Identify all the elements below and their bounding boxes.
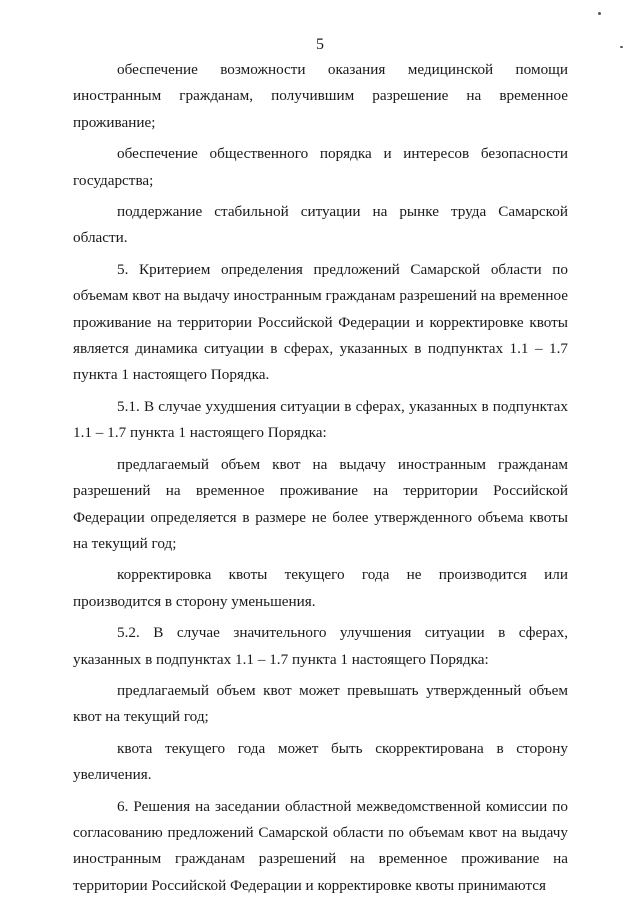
paragraph-6: предлагаемый объем квот на выдачу иностранным гражданам разрешений на временное проживание на территории Российской Федерации определяется в размере не более утвержденного объема квоты на текущий год;: [73, 455, 568, 552]
paragraph-7: корректировка квоты текущего года не производится или производится в сторону уменьшения.: [73, 566, 568, 610]
page-number: 5: [316, 36, 324, 53]
paragraph-10: квота текущего года может быть скорректирована в сторону увеличения.: [73, 739, 568, 784]
paragraph-5: 5.1. В случае ухудшения ситуации в сферах, указанных в подпунктах 1.1 – 1.7 пункта 1 настоящего Порядка:: [73, 397, 568, 442]
paragraph-9: предлагаемый объем квот может превышать утвержденный объем квот на текущий год;: [73, 681, 568, 726]
paragraph-8: 5.2. В случае значительного улучшения ситуации в сферах, указанных в подпунктах 1.1 – 1.7 пункта 1 настоящего Порядка:: [73, 624, 568, 668]
scan-speck: [598, 12, 601, 15]
paragraph-11: 6. Решения на заседании областной межведомственной комиссии по согласованию предложений Самарской области по объемам квот на выдачу иностранным гражданам разрешений на временное проживание на территории Российской Федерации и корректировке квоты принимаются: [73, 797, 568, 894]
scan-speck: [620, 46, 623, 48]
paragraph-1: обеспечение возможности оказания медицинской помощи иностранным гражданам, получившим разрешение на временное проживание;: [73, 61, 568, 131]
paragraph-2: обеспечение общественного порядка и интересов безопасности государства;: [73, 145, 568, 189]
paragraph-4: 5. Критерием определения предложений Самарской области по объемам квот на выдачу иностранным гражданам разрешений на временное проживание на территории Российской Федерации и корректировке квоты является динамика ситуации в сферах, указанных в подпунктах 1.1 – 1.7 пункта 1 настоящего Порядка.: [73, 260, 568, 384]
document-body: [73, 57, 568, 899]
paragraph-3: поддержание стабильной ситуации на рынке труда Самарской области.: [73, 203, 568, 247]
